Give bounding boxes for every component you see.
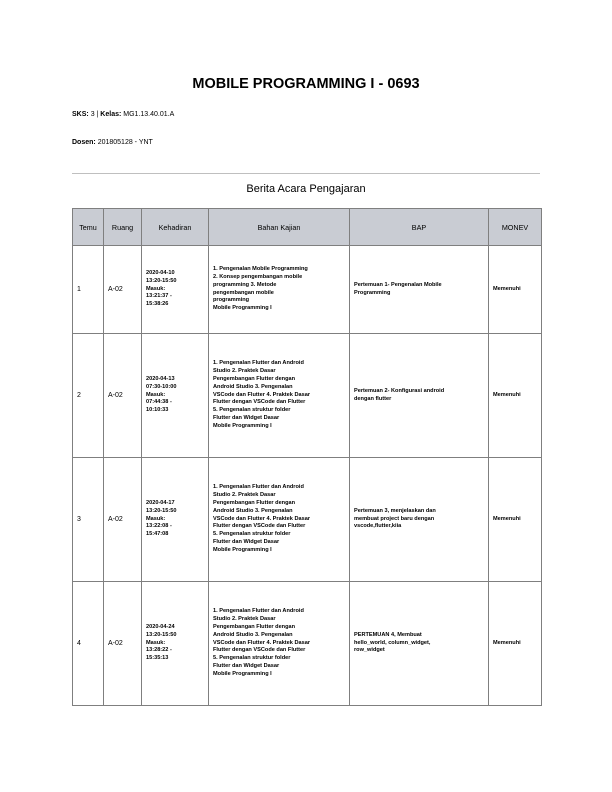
cell-bahan-kajian-line: Pengembangan Flutter dengan	[213, 499, 296, 506]
table-row	[73, 582, 542, 706]
lecturer-info	[72, 139, 153, 146]
cell-kehadiran-line: 15:38:26	[146, 301, 169, 308]
dosen-label: Dosen:	[72, 139, 96, 146]
header-bap: BAP	[350, 209, 489, 246]
cell-bahan-kajian-line: Studio 2. Praktek Dasar	[213, 367, 276, 374]
cell-kehadiran-line: Masuk:	[146, 285, 166, 292]
document-title: MOBILE PROGRAMMING I - 0693	[192, 76, 420, 92]
cell-temu: 2	[73, 334, 104, 458]
cell-bahan-kajian-line: Flutter dan Widget Dasar	[213, 663, 280, 670]
header-temu: Temu	[73, 209, 104, 246]
cell-bahan-kajian-line: 1. Pengenalan Flutter dan Android	[213, 359, 304, 366]
cell-bahan-kajian-line: 1. Pengenalan Flutter dan Android	[213, 483, 304, 490]
cell-temu: 3	[73, 458, 104, 582]
cell-bap-line: vscode,flutter,kiia	[354, 523, 402, 530]
cell-ruang: A-02	[104, 458, 142, 582]
cell-bahan-kajian-line: Pengembangan Flutter dengan	[213, 375, 296, 382]
cell-bap	[350, 246, 489, 334]
cell-bahan-kajian-line: Flutter dengan VSCode dan Flutter	[213, 399, 306, 406]
cell-kehadiran-line: 10:10:33	[146, 407, 169, 414]
cell-bahan-kajian-line: 5. Pengenalan struktur folder	[213, 407, 291, 414]
cell-kehadiran-line: 2020-04-10	[146, 269, 175, 276]
cell-bap-line: Programming	[354, 289, 391, 296]
cell-bahan-kajian-line: programming 3. Metode	[213, 281, 277, 288]
cell-bahan-kajian-line: Flutter dan Widget Dasar	[213, 415, 280, 422]
divider	[72, 173, 540, 174]
cell-monev: Memenuhi	[489, 582, 542, 706]
cell-bahan-kajian-line: Flutter dengan VSCode dan Flutter	[213, 647, 306, 654]
cell-kehadiran-line: Masuk:	[146, 391, 166, 398]
cell-bap-line: dengan flutter	[354, 395, 392, 402]
cell-bahan-kajian	[209, 246, 350, 334]
cell-bahan-kajian-line: VSCode dan Flutter 4. Praktek Dasar	[213, 515, 310, 522]
table-header-row	[73, 209, 542, 246]
cell-bahan-kajian-line: Pengembangan Flutter dengan	[213, 623, 296, 630]
cell-bap-line: Pertemuan 3, menjelaskan dan	[354, 507, 436, 514]
cell-kehadiran-line: 15:47:08	[146, 531, 169, 538]
table-row	[73, 334, 542, 458]
cell-kehadiran-line: 15:35:13	[146, 655, 169, 662]
cell-bahan-kajian	[209, 582, 350, 706]
cell-kehadiran-line: 13:20-15:50	[146, 631, 177, 638]
cell-bahan-kajian-line: VSCode dan Flutter 4. Praktek Dasar	[213, 639, 310, 646]
cell-kehadiran	[142, 246, 209, 334]
cell-temu: 4	[73, 582, 104, 706]
cell-bap-line: membuat project baru dengan	[354, 515, 435, 522]
cell-bahan-kajian-line: Flutter dan Widget Dasar	[213, 539, 280, 546]
sks-label: SKS:	[72, 111, 89, 118]
cell-bahan-kajian-line: 5. Pengenalan struktur folder	[213, 655, 291, 662]
cell-bahan-kajian-line: pengembangan mobile	[213, 289, 274, 296]
dosen-value: 201805128 - YNT	[97, 139, 153, 146]
cell-kehadiran-line: 13:28:22 -	[146, 647, 172, 654]
cell-kehadiran	[142, 334, 209, 458]
cell-bahan-kajian	[209, 458, 350, 582]
cell-bap	[350, 458, 489, 582]
cell-bap	[350, 334, 489, 458]
cell-kehadiran-line: Masuk:	[146, 639, 166, 646]
header-ruang: Ruang	[104, 209, 142, 246]
cell-temu: 1	[73, 246, 104, 334]
kelas-label: Kelas:	[100, 111, 122, 118]
cell-kehadiran-line: 2020-04-13	[146, 375, 175, 382]
cell-monev: Memenuhi	[489, 246, 542, 334]
cell-bap-line: hello_world, column_widget,	[354, 639, 431, 646]
cell-kehadiran-line: 2020-04-24	[146, 623, 175, 630]
cell-kehadiran	[142, 582, 209, 706]
cell-kehadiran-line: 2020-04-17	[146, 499, 175, 506]
cell-bahan-kajian-line: Android Studio 3. Pengenalan	[213, 507, 293, 514]
cell-bap	[350, 582, 489, 706]
cell-kehadiran-line: 07:30-10:00	[146, 383, 177, 390]
cell-kehadiran-line: 13:20-15:50	[146, 507, 177, 514]
cell-bahan-kajian-line: Android Studio 3. Pengenalan	[213, 383, 293, 390]
cell-ruang: A-02	[104, 582, 142, 706]
course-info	[72, 111, 174, 118]
table-row	[73, 246, 542, 334]
cell-bap-line: Pertemuan 1- Pengenalan Mobile	[354, 281, 442, 288]
cell-bahan-kajian-line: 1. Pengenalan Flutter dan Android	[213, 607, 304, 614]
header-monev: MONEV	[489, 209, 542, 246]
cell-kehadiran-line: 13:22:08 -	[146, 523, 172, 530]
cell-kehadiran-line: 13:20-15:50	[146, 277, 177, 284]
cell-bahan-kajian-line: Flutter dengan VSCode dan Flutter	[213, 523, 306, 530]
sks-value: 3 |	[90, 111, 101, 118]
kelas-value: MG1.13.40.01.A	[123, 111, 175, 118]
table-row	[73, 458, 542, 582]
cell-bap-line: row_widget	[354, 647, 385, 654]
cell-ruang: A-02	[104, 246, 142, 334]
header-bahan-kajian: Bahan Kajian	[209, 209, 350, 246]
cell-bahan-kajian-line: programming	[213, 297, 250, 304]
cell-bahan-kajian-line: Mobile Programming I	[213, 305, 272, 312]
cell-bahan-kajian-line: Studio 2. Praktek Dasar	[213, 491, 276, 498]
cell-kehadiran-line: 07:44:38 -	[146, 399, 172, 406]
cell-ruang: A-02	[104, 334, 142, 458]
cell-bahan-kajian-line: Mobile Programming I	[213, 671, 272, 678]
bap-table	[72, 208, 542, 706]
cell-bahan-kajian-line: 5. Pengenalan struktur folder	[213, 531, 291, 538]
cell-bahan-kajian-line: VSCode dan Flutter 4. Praktek Dasar	[213, 391, 310, 398]
cell-bahan-kajian-line: 2. Konsep pengembangan mobile	[213, 273, 303, 280]
cell-bahan-kajian-line: 1. Pengenalan Mobile Programming	[213, 265, 308, 272]
cell-bahan-kajian-line: Mobile Programming I	[213, 423, 272, 430]
cell-bahan-kajian-line: Android Studio 3. Pengenalan	[213, 631, 293, 638]
cell-bap-line: Pertemuan 2- Konfigurasi android	[354, 387, 445, 394]
cell-bahan-kajian-line: Studio 2. Praktek Dasar	[213, 615, 276, 622]
cell-monev: Memenuhi	[489, 458, 542, 582]
cell-bap-line: PERTEMUAN 4, Membuat	[354, 631, 422, 638]
cell-bahan-kajian-line: Mobile Programming I	[213, 547, 272, 554]
cell-kehadiran-line: Masuk:	[146, 515, 166, 522]
cell-kehadiran-line: 13:21:37 -	[146, 293, 172, 300]
section-heading: Berita Acara Pengajaran	[246, 183, 366, 195]
cell-bahan-kajian	[209, 334, 350, 458]
header-kehadiran: Kehadiran	[142, 209, 209, 246]
cell-monev: Memenuhi	[489, 334, 542, 458]
cell-kehadiran	[142, 458, 209, 582]
